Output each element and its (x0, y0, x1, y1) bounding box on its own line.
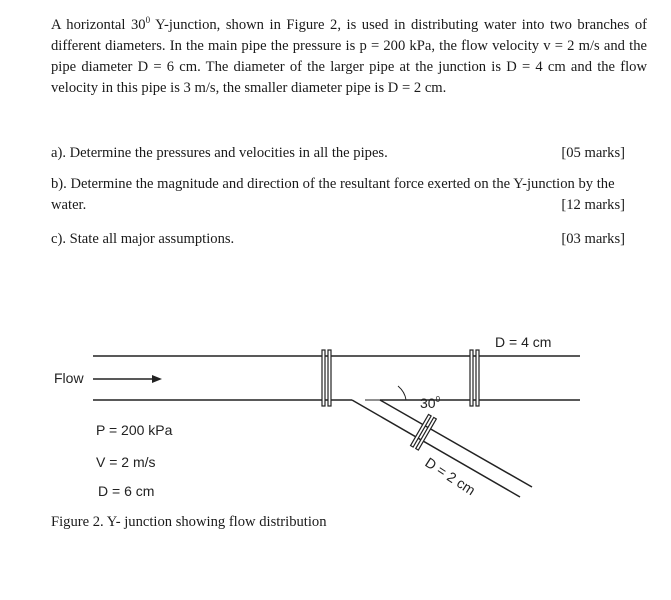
angle-degree-superscript: 0 (435, 395, 441, 404)
question-a-text: a). Determine the pressures and velocities in all the pipes. (51, 145, 388, 161)
main-pipe-velocity-label: V = 2 m/s (96, 454, 156, 470)
question-c-marks: [03 marks] (561, 231, 625, 247)
angle-arc (398, 386, 406, 400)
small-branch-diameter-label: D = 2 cm (422, 454, 479, 499)
degree-superscript: 0 (145, 15, 151, 25)
angle-value: 30 (420, 395, 436, 411)
flange-large-branch (470, 350, 479, 406)
problem-statement (51, 10, 647, 99)
large-branch-diameter-label: D = 4 cm (495, 334, 552, 350)
flow-label: Flow (54, 370, 84, 386)
y-junction-figure (0, 300, 671, 515)
question-c-text: c). State all major assumptions. (51, 231, 235, 247)
problem-intro-part2: Y-junction, shown in Figure 2, is used in distributing water into two branches of different diameters. In the main pipe the pressure is p = 200 kPa, the flow velocity v = 2 m/s and the pipe diameter D = 6 cm. The diameter of the larger pipe at the junction is D = 4 cm and the flow velocity in this pipe is 3 m/s, the smaller diameter pipe is D = 2 cm. (51, 16, 647, 96)
flow-arrow-head (152, 375, 162, 383)
branch-outer-wall (352, 400, 520, 497)
question-b-marks: [12 marks] (561, 197, 625, 213)
main-pipe-diameter-label: D = 6 cm (98, 483, 155, 499)
question-b-text-line2: water. (51, 197, 87, 213)
angle-label (420, 395, 441, 411)
figure-caption: Figure 2. Y- junction showing flow distribution (51, 514, 327, 530)
problem-intro-part1: A horizontal 30 (51, 16, 146, 33)
question-b-text-line1: b). Determine the magnitude and direction of the resultant force exerted on the Y-junction by the (51, 176, 615, 192)
flange-main (322, 350, 331, 406)
main-pipe-pressure-label: P = 200 kPa (96, 422, 173, 438)
question-a-marks: [05 marks] (561, 145, 625, 161)
